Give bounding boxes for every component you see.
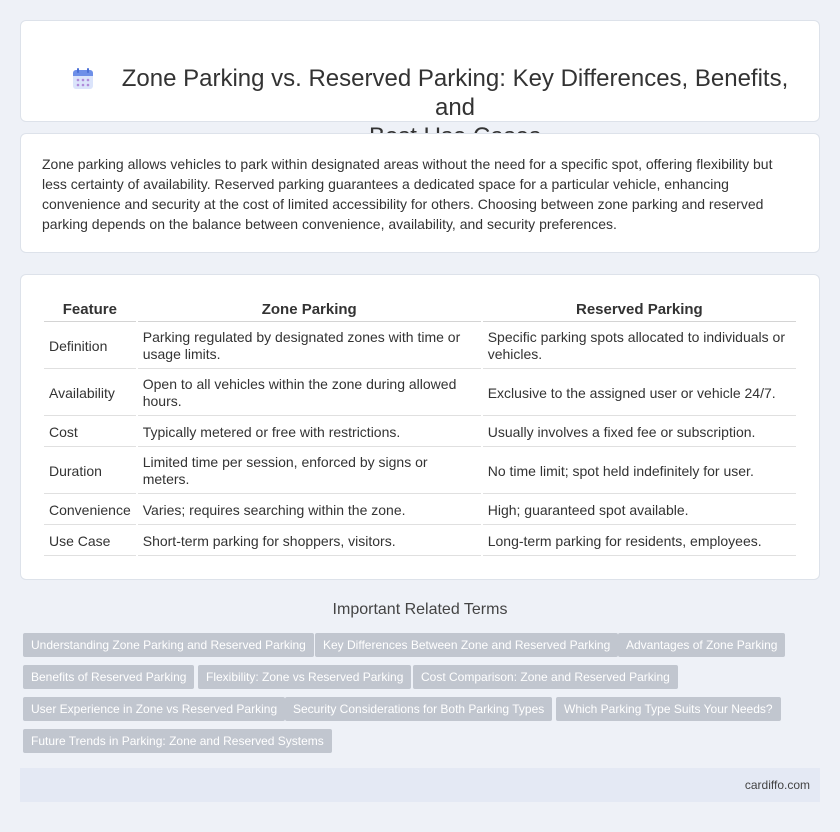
- related-term-tag[interactable]: Benefits of Reserved Parking: [23, 665, 194, 689]
- related-term-tag[interactable]: User Experience in Zone vs Reserved Parking: [23, 697, 285, 721]
- zone-cell: Varies; requires searching within the zone.: [138, 496, 481, 525]
- reserved-cell: High; guaranteed spot available.: [483, 496, 796, 525]
- reserved-cell: Usually involves a fixed fee or subscription.: [483, 418, 796, 447]
- table-header-row: [44, 298, 796, 322]
- zone-cell: Short-term parking for shoppers, visitors.: [138, 527, 481, 556]
- related-term-tag[interactable]: Flexibility: Zone vs Reserved Parking: [198, 665, 411, 689]
- footer-site-link[interactable]: cardiffo.com: [744, 778, 810, 792]
- zone-cell: Parking regulated by designated zones with time or usage limits.: [138, 324, 481, 369]
- header-feature: Feature: [44, 298, 136, 322]
- table-row: [44, 418, 796, 447]
- reserved-cell: No time limit; spot held indefinitely for user.: [483, 449, 796, 494]
- zone-cell: Limited time per session, enforced by signs or meters.: [138, 449, 481, 494]
- related-term-tag[interactable]: Security Considerations for Both Parking Types: [285, 697, 552, 721]
- feature-cell: Definition: [44, 324, 136, 369]
- related-term-tag[interactable]: Key Differences Between Zone and Reserved Parking: [315, 633, 618, 657]
- zone-cell: Typically metered or free with restrictions.: [138, 418, 481, 447]
- title-card: [20, 20, 820, 122]
- table-row: [44, 371, 796, 416]
- comparison-table-card: [20, 274, 820, 580]
- reserved-cell: Long-term parking for residents, employees.: [483, 527, 796, 556]
- feature-cell: Use Case: [44, 527, 136, 556]
- comparison-table: [42, 296, 798, 558]
- feature-cell: Cost: [44, 418, 136, 447]
- feature-cell: Availability: [44, 371, 136, 416]
- reserved-cell: Specific parking spots allocated to individuals or vehicles.: [483, 324, 796, 369]
- zone-cell: Open to all vehicles within the zone during allowed hours.: [138, 371, 481, 416]
- header-reserved-parking: Reserved Parking: [483, 298, 796, 322]
- feature-cell: Convenience: [44, 496, 136, 525]
- related-term-tag[interactable]: Future Trends in Parking: Zone and Reserved Systems: [23, 729, 332, 753]
- header-zone-parking: Zone Parking: [138, 298, 481, 322]
- calendar-icon: [71, 67, 95, 91]
- intro-paragraph: Zone parking allows vehicles to park within designated areas without the need for a specific spot, offering flexibility but less certainty of availability. Reserved parking guarantees a dedicated space for a particular vehicle, enhancing convenience and security at the cost of limited accessibility for others. Choosing between zone parking and reserved parking depends on the balance between convenience, availability, and security preferences.: [42, 156, 773, 232]
- related-term-tag[interactable]: Understanding Zone Parking and Reserved Parking: [23, 633, 314, 657]
- table-row: [44, 324, 796, 369]
- reserved-cell: Exclusive to the assigned user or vehicle 24/7.: [483, 371, 796, 416]
- table-row: [44, 496, 796, 525]
- page-title-line1: Zone Parking vs. Reserved Parking: Key Differences, Benefits, and: [121, 65, 789, 121]
- table-row: [44, 527, 796, 556]
- intro-card: [20, 133, 820, 253]
- related-term-tag[interactable]: Advantages of Zone Parking: [618, 633, 785, 657]
- related-term-tag[interactable]: Cost Comparison: Zone and Reserved Parking: [413, 665, 678, 689]
- related-terms-title: Important Related Terms: [332, 601, 508, 618]
- table-row: [44, 449, 796, 494]
- footer: [20, 768, 820, 802]
- feature-cell: Duration: [44, 449, 136, 494]
- related-term-tag[interactable]: Which Parking Type Suits Your Needs?: [556, 697, 781, 721]
